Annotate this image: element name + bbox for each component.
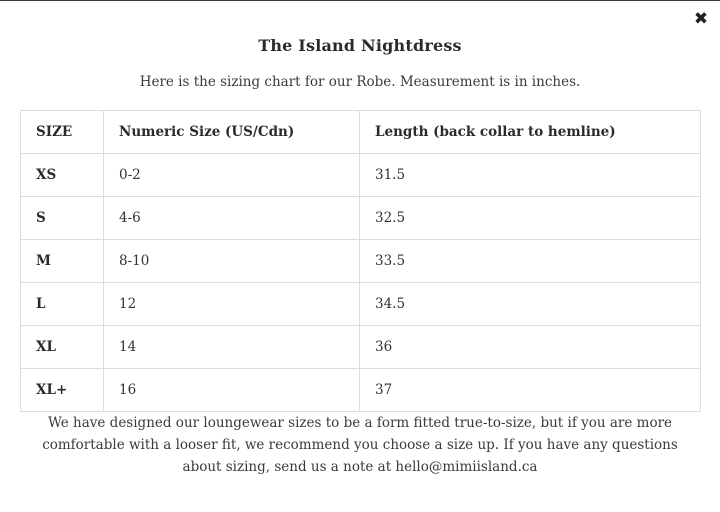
table-row: [21, 326, 701, 369]
table-row: [21, 154, 701, 197]
size-cell: L: [21, 283, 104, 326]
modal-subtitle: Here is the sizing chart for our Robe. Measurement is in inches.: [139, 74, 581, 90]
numeric-size-cell: 14: [104, 326, 360, 369]
size-cell: M: [21, 240, 104, 283]
table-row: [21, 369, 701, 412]
sizing-chart-table: [20, 110, 701, 412]
sizing-note: We have designed our loungewear sizes to be a form fitted true-to-size, but if you are more comfortable with a looser fit, we recommend you choose a size up. If you have any questions about sizing, send us a note at hello@mimiisland.ca: [42, 415, 678, 475]
size-cell: XL+: [21, 369, 104, 412]
length-cell: 37: [360, 369, 701, 412]
numeric-size-cell: 8-10: [104, 240, 360, 283]
modal-title: The Island Nightdress: [258, 36, 462, 55]
size-cell: XS: [21, 154, 104, 197]
size-cell: XL: [21, 326, 104, 369]
table-row: [21, 240, 701, 283]
length-cell: 34.5: [360, 283, 701, 326]
numeric-size-cell: 16: [104, 369, 360, 412]
numeric-size-cell: 0-2: [104, 154, 360, 197]
size-cell: S: [21, 197, 104, 240]
table-row: [21, 283, 701, 326]
column-header-numeric-size: Numeric Size (US/Cdn): [104, 111, 360, 154]
length-cell: 33.5: [360, 240, 701, 283]
column-header-length: Length (back collar to hemline): [360, 111, 701, 154]
table-header-row: [21, 111, 701, 154]
top-divider: [0, 0, 720, 1]
length-cell: 32.5: [360, 197, 701, 240]
numeric-size-cell: 12: [104, 283, 360, 326]
numeric-size-cell: 4-6: [104, 197, 360, 240]
length-cell: 36: [360, 326, 701, 369]
column-header-size: SIZE: [21, 111, 104, 154]
table-row: [21, 197, 701, 240]
close-icon[interactable]: ✖: [693, 9, 709, 29]
length-cell: 31.5: [360, 154, 701, 197]
